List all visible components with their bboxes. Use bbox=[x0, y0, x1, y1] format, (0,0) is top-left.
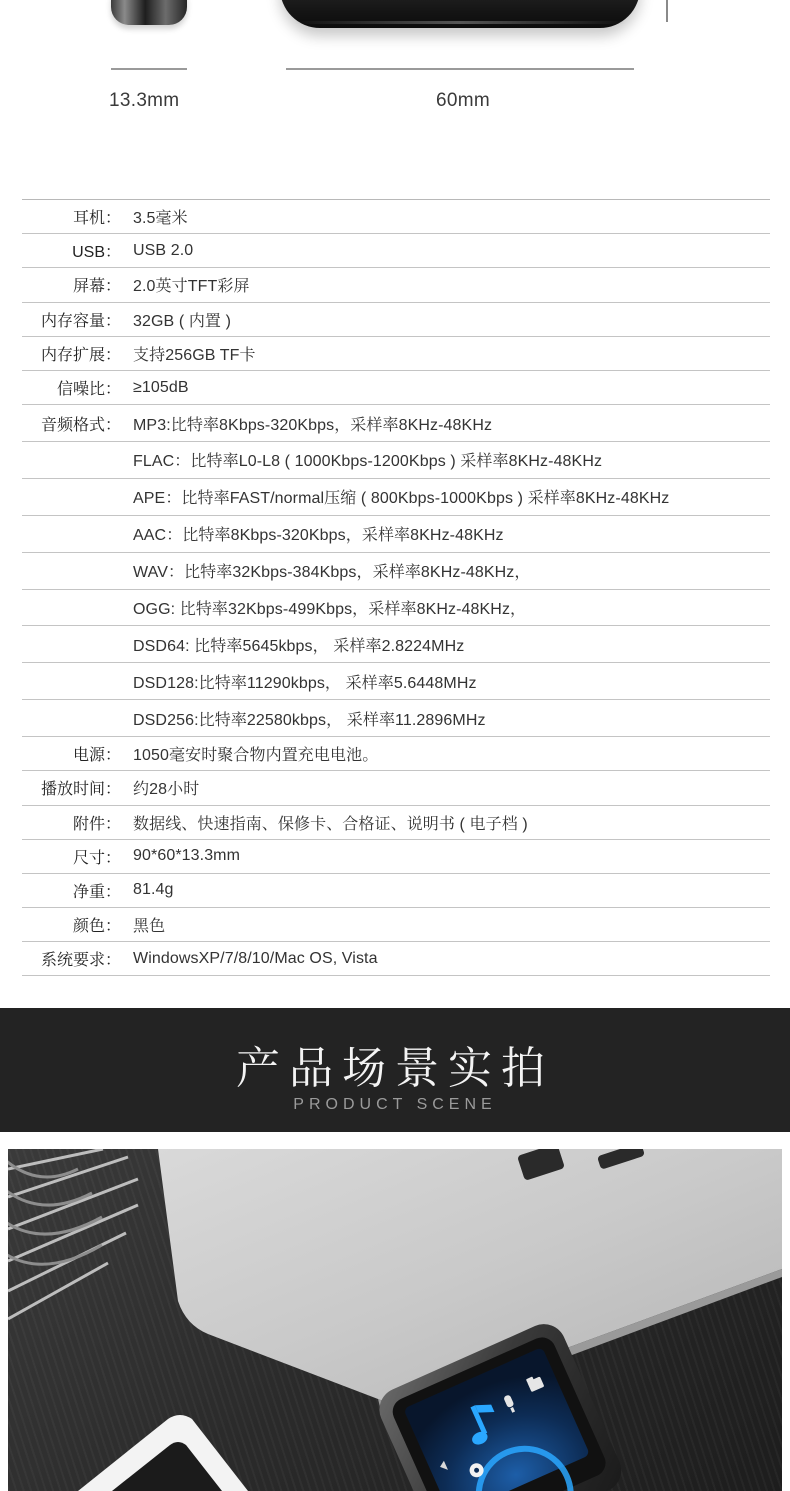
spec-value: 黑色 bbox=[133, 918, 166, 936]
spec-row bbox=[22, 553, 770, 590]
spec-label: 内存容量： bbox=[40, 312, 121, 330]
spec-label: 信噪比： bbox=[56, 381, 121, 399]
spec-label: USB： bbox=[72, 244, 121, 262]
player-side-view bbox=[111, 0, 187, 25]
spec-row bbox=[22, 806, 770, 840]
spec-row bbox=[22, 234, 770, 268]
spec-value: DSD128:比特率11290kbps， 采样率5.6448MHz bbox=[133, 674, 477, 692]
spec-row bbox=[22, 700, 770, 737]
spec-value: FLAC：比特率L0-L8 ( 1000Kbps-1200Kbps ) 采样率8KHz-48KHz bbox=[133, 453, 603, 471]
spiral-notebook bbox=[8, 1149, 138, 1319]
spec-value: OGG: 比特率32Kbps-499Kbps，采样率8KHz-48KHz， bbox=[133, 601, 527, 619]
spec-row bbox=[22, 663, 770, 700]
spec-value: 32GB ( 内置 ) bbox=[133, 312, 232, 330]
spec-label: 电源： bbox=[72, 747, 121, 765]
spec-value: WAV：比特率32Kbps-384Kbps，采样率8KHz-48KHz， bbox=[133, 564, 531, 582]
spec-row bbox=[22, 337, 770, 371]
banner-subtitle: PRODUCT SCENE bbox=[293, 1096, 497, 1113]
spec-value: 90*60*13.3mm bbox=[133, 847, 241, 865]
spec-value: 数据线、快速指南、保修卡、合格证、说明书 ( 电子档 ) bbox=[133, 815, 528, 833]
spec-value: 81.4g bbox=[133, 881, 174, 899]
spec-label: 播放时间： bbox=[40, 781, 121, 799]
spec-row bbox=[22, 590, 770, 627]
front-dimension-label: 60mm bbox=[436, 90, 490, 111]
spec-value: 3.5毫米 bbox=[133, 210, 188, 228]
spec-row bbox=[22, 737, 770, 771]
spec-row bbox=[22, 303, 770, 337]
height-tick bbox=[666, 0, 668, 22]
spec-label: 净重： bbox=[72, 883, 121, 901]
spec-label: 音频格式： bbox=[40, 416, 121, 434]
spec-value: DSD64: 比特率5645kbps， 采样率2.8224MHz bbox=[133, 637, 465, 655]
side-dimension-line bbox=[111, 68, 187, 70]
spec-label: 内存扩展： bbox=[40, 346, 121, 364]
spec-row bbox=[22, 840, 770, 874]
spec-label: 系统要求： bbox=[40, 952, 121, 970]
spec-value: AAC：比特率8Kbps-320Kbps，采样率8KHz-48KHz bbox=[133, 527, 504, 545]
side-dimension-label: 13.3mm bbox=[109, 90, 180, 111]
spec-value: 支持256GB TF卡 bbox=[133, 346, 256, 364]
spec-value: 约28小时 bbox=[133, 781, 200, 799]
tablet bbox=[78, 1415, 248, 1491]
spec-table bbox=[22, 199, 770, 976]
spec-value: MP3:比特率8Kbps-320Kbps，采样率8KHz-48KHz bbox=[133, 416, 493, 434]
spec-row bbox=[22, 771, 770, 805]
spec-row bbox=[22, 516, 770, 553]
spec-value: 1050毫安时聚合物内置充电电池。 bbox=[133, 747, 379, 765]
spec-row bbox=[22, 371, 770, 405]
front-dimension-line bbox=[286, 68, 634, 70]
spec-row bbox=[22, 874, 770, 908]
dimension-diagram bbox=[0, 0, 790, 190]
spec-value: USB 2.0 bbox=[133, 241, 194, 259]
spec-value: APE：比特率FAST/normal压缩 ( 800Kbps-1000Kbps ) 采样率8KHz-48KHz bbox=[133, 490, 670, 508]
scene-banner bbox=[0, 1008, 790, 1132]
spec-row bbox=[22, 942, 770, 976]
spec-label: 耳机： bbox=[72, 210, 121, 228]
spec-label: 屏幕： bbox=[72, 278, 121, 296]
spec-label: 尺寸： bbox=[72, 849, 121, 867]
banner-title: 产品场景实拍 bbox=[236, 1043, 554, 1094]
scene-illustration bbox=[8, 1149, 782, 1491]
player-front-view bbox=[280, 0, 640, 28]
spec-value: WindowsXP/7/8/10/Mac OS, Vista bbox=[133, 949, 378, 967]
spec-label: 颜色： bbox=[72, 918, 121, 936]
spec-row bbox=[22, 200, 770, 234]
spec-row bbox=[22, 908, 770, 942]
spec-row bbox=[22, 405, 770, 442]
spec-value: DSD256:比特率22580kbps， 采样率11.2896MHz bbox=[133, 711, 486, 729]
spec-row bbox=[22, 268, 770, 302]
spec-label: 附件： bbox=[72, 815, 121, 833]
spec-value: ≥105dB bbox=[133, 378, 189, 396]
scene-photo bbox=[8, 1149, 782, 1491]
spec-value: 2.0英寸TFT彩屏 bbox=[133, 278, 250, 296]
spec-row bbox=[22, 442, 770, 479]
spec-row bbox=[22, 479, 770, 516]
spec-row bbox=[22, 626, 770, 663]
